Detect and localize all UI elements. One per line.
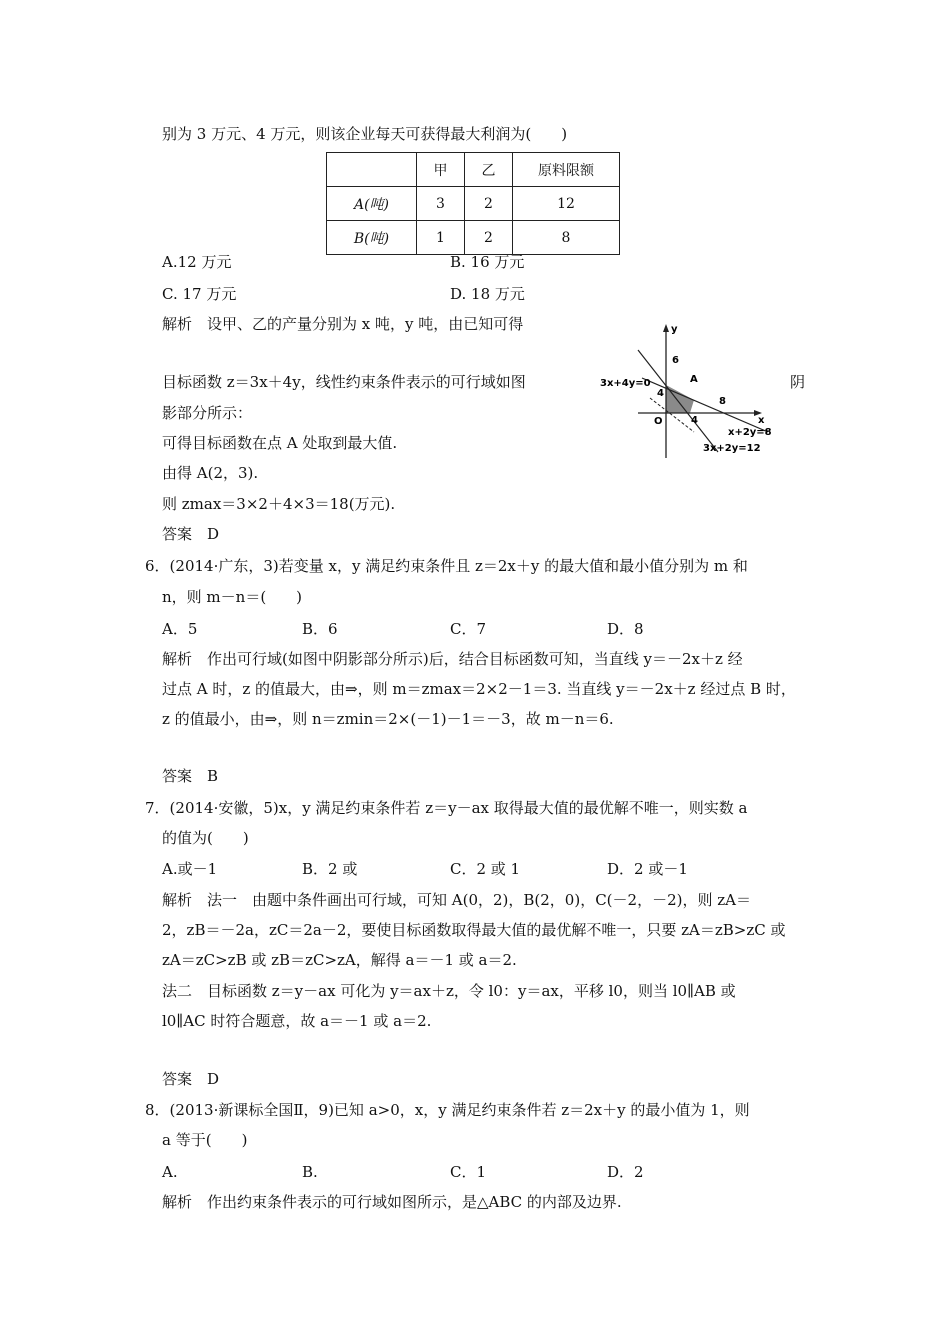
q8-analysis-line: 解析 作出约束条件表示的可行域如图所示，是△ABC 的内部及边界. [162,1193,622,1211]
q5-analysis-line: 由得 A(2，3). [162,464,259,482]
q7-analysis-line: zA＝zC>zB 或 zB＝zC>zA，解得 a＝－1 或 a＝2. [162,951,517,969]
y-axis-label: y [671,324,678,335]
q5-analysis-line: 可得目标函数在点 A 处取到最大值. [162,434,398,452]
q6-option-b: B．6 [302,620,338,638]
y-axis-arrow [663,324,669,332]
q6-option-a: A．5 [162,620,198,638]
q5-analysis-line: 则 zmax＝3×2＋4×3＝18(万元). [162,495,396,513]
q7-option-d: D．2 或－1 [607,860,688,878]
q5-answer: 答案 D [162,525,220,543]
table-cell: A(吨) [327,187,417,221]
q7-option-a: A.或－1 [162,860,218,878]
q5-analysis-line: 目标函数 z＝3x＋4y，线性约束条件表示的可行域如图 [162,373,526,391]
q5-option-c: C. 17 万元 [162,285,237,303]
q7-analysis-line: 2，zB＝－2a，zC＝2a－2，要使目标函数取得最大值的最优解不唯一，只要 zA＝zB>zC 或 [162,921,786,939]
q6-option-d: D．8 [607,620,644,638]
table-row [327,221,620,255]
line-label-3x-2y-12: 3x+2y=12 [703,443,761,454]
x-tick-8: 8 [719,396,726,407]
q6-answer: 答案 B [162,767,219,785]
table-header-row [327,153,620,187]
table-cell: 2 [465,187,513,221]
q7-answer: 答案 D [162,1070,220,1088]
q6-analysis-line: 过点 A 时，z 的值最大，由⇒，则 m＝zmax＝2×2－1＝3. 当直线 y＝－2x＋z 经过点 B 时， [162,680,796,698]
q7-option-c: C．2 或 1 [450,860,521,878]
q8-option-a: A. [162,1163,178,1181]
q8-option-b: B. [302,1163,318,1181]
q7-stem-line: 的值为( ) [162,829,249,847]
q7-analysis-line: l0∥AC 时符合题意，故 a＝－1 或 a＝2. [162,1012,432,1030]
raw-material-table [326,152,620,255]
q8-option-d: D．2 [607,1163,644,1181]
line-label-x-2y-8: x+2y=8 [728,427,772,438]
q5-analysis-line: 解析 设甲、乙的产量分别为 x 吨，y 吨，由已知可得 [162,315,524,333]
q8-stem-line: a 等于( ) [162,1131,248,1149]
table-cell: 3 [417,187,465,221]
origin-label: O [654,416,663,427]
q6-stem-line: n，则 m－n＝( ) [162,588,303,606]
feasible-region-figure [598,320,798,460]
q7-analysis-line: 解析 法一 由题中条件画出可行域，可知 A(0，2)，B(2，0)，C(－2，－2)，则 zA＝ [162,891,751,909]
table-cell: 甲 [417,153,465,187]
table-cell: B(吨) [327,221,417,255]
table-row [327,187,620,221]
point-a-label: A [690,374,698,385]
q6-option-c: C．7 [450,620,487,638]
y-tick-4: 4 [657,388,664,399]
q5-option-b: B. 16 万元 [450,253,525,271]
q5-analysis-line: 影部分所示： [162,404,253,422]
table-cell: 2 [465,221,513,255]
q5-intro: 别为 3 万元、4 万元，则该企业每天可获得最大利润为( ) [162,125,568,143]
line-label-3x-4y-0: 3x+4y=0 [600,378,651,389]
q7-stem-line: 7．(2014·安徽，5)x，y 满足约束条件若 z＝y－ax 取得最大值的最优解不唯一，则实数 a [145,799,748,817]
table-cell [327,153,417,187]
q6-analysis-line: 解析 作出可行域(如图中阴影部分所示)后，结合目标函数可知，当直线 y＝－2x＋z 经 [162,650,743,668]
table-cell: 乙 [465,153,513,187]
q7-option-b: B．2 或 [302,860,358,878]
q5-option-a: A.12 万元 [162,253,232,271]
x-axis-label: x [758,415,765,426]
q6-analysis-line: z 的值最小，由⇒，则 n＝zmin＝2×(－1)－1＝－3，故 m－n＝6. [162,710,614,728]
table-cell: 1 [417,221,465,255]
y-tick-6: 6 [672,355,679,366]
q5-option-d: D. 18 万元 [450,285,525,303]
q8-stem-line: 8．(2013·新课标全国Ⅱ，9)已知 a>0，x，y 满足约束条件若 z＝2x＋y 的最小值为 1，则 [145,1101,750,1119]
q7-analysis-line: 法二 目标函数 z＝y－ax 可化为 y＝ax＋z，令 l0：y＝ax，平移 l0，则当 l0∥AB 或 [162,982,736,1000]
q6-stem-line: 6．(2014·广东，3)若变量 x，y 满足约束条件且 z＝2x＋y 的最大值和最小值分别为 m 和 [145,557,748,575]
table-cell: 12 [513,187,620,221]
table-cell: 8 [513,221,620,255]
table-cell: 原料限额 [513,153,620,187]
x-tick-4: 4 [691,415,698,426]
q8-option-c: C．1 [450,1163,487,1181]
q5-analysis-line: 阴 [790,373,806,391]
